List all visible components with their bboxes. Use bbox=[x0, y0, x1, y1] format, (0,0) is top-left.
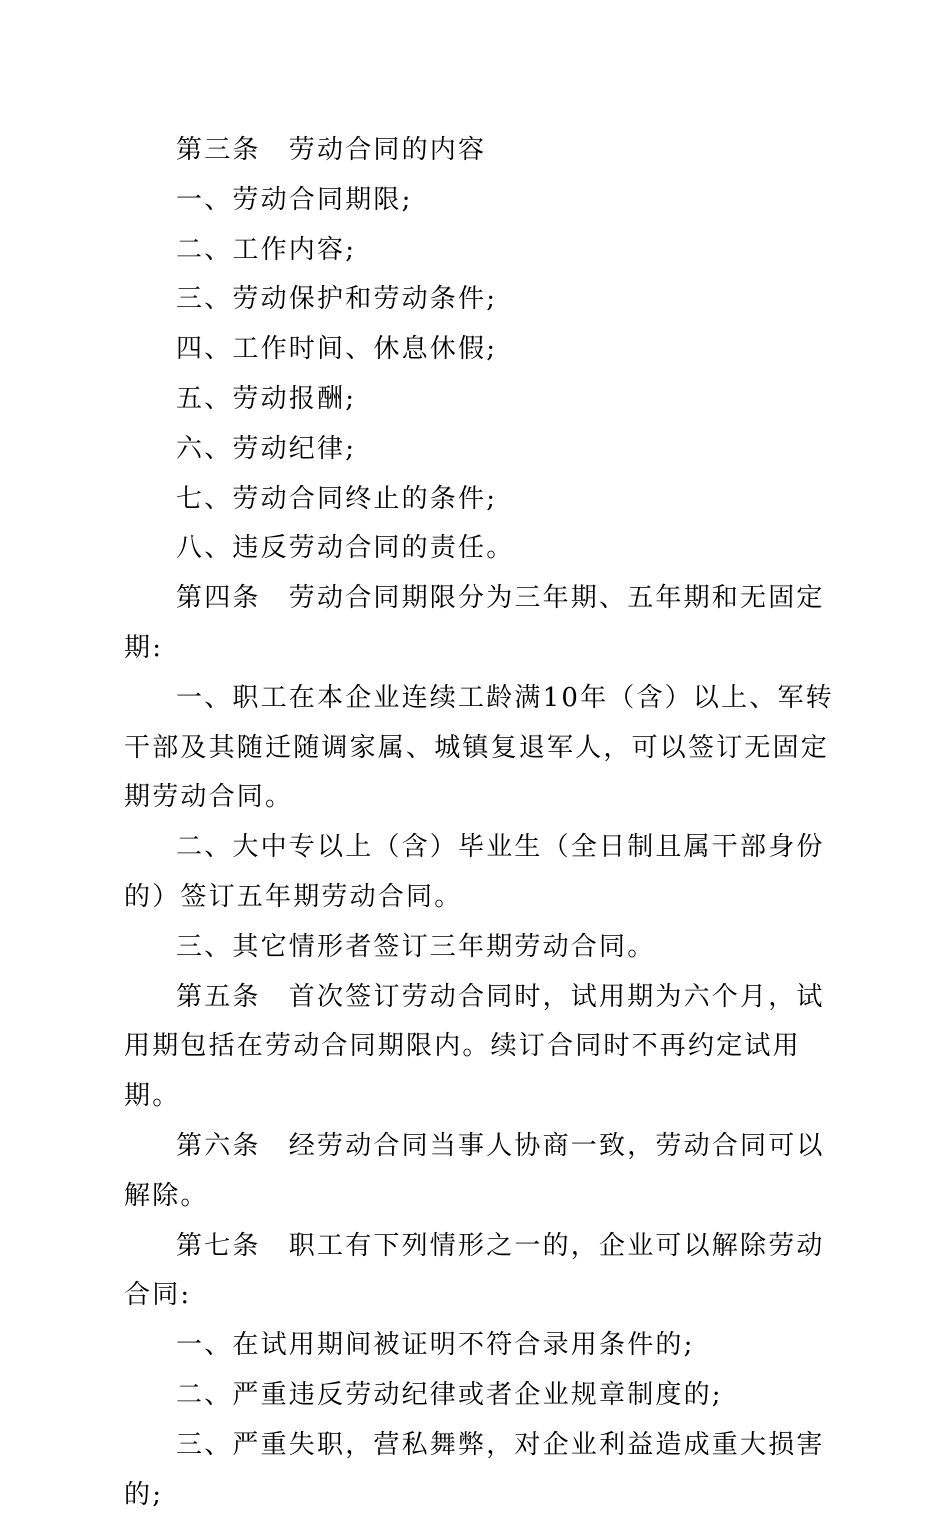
article-7-item-2: 二、严重违反劳动纪律或者企业规章制度的; bbox=[176, 1379, 723, 1410]
article-3-item-5: 五、劳动报酬; bbox=[176, 383, 357, 414]
article-7-heading: 第七条 职工有下列情形之一的，企业可以解除劳动合同: bbox=[124, 1230, 825, 1311]
article-3-item-8: 八、违反劳动合同的责任。 bbox=[176, 533, 515, 564]
article-4-heading: 第四条 劳动合同期限分为三年期、五年期和无固定期: bbox=[124, 583, 825, 663]
article-4-item-3: 三、其它情形者签订三年期劳动合同。 bbox=[176, 931, 656, 962]
article-3-item-7: 七、劳动合同终止的条件; bbox=[176, 483, 498, 514]
article-6: 第六条 经劳动合同当事人协商一致，劳动合同可以解除。 bbox=[124, 1130, 825, 1211]
article-3-item-4: 四、工作时间、休息休假; bbox=[176, 334, 498, 365]
article-4-item-2: 二、大中专以上（含）毕业生（全日制且属干部身份的）签订五年期劳动合同。 bbox=[124, 832, 825, 912]
article-3-item-1: 一、劳动合同期限; bbox=[176, 184, 413, 215]
article-3-item-3: 三、劳动保护和劳动条件; bbox=[176, 284, 498, 315]
article-4-item-1: 一、职工在本企业连续工龄满10年（含）以上、军转干部及其随迁随调家属、城镇复退军人，可以签订无固定期劳动合同。 bbox=[124, 682, 834, 813]
article-7-item-3: 三、严重失职，营私舞弊，对企业利益造成重大损害的; bbox=[124, 1429, 825, 1510]
document-body bbox=[124, 126, 850, 1520]
article-7-item-1: 一、在试用期间被证明不符合录用条件的; bbox=[176, 1330, 695, 1361]
article-5: 第五条 首次签订劳动合同时，试用期为六个月，试用期包括在劳动合同期限内。续订合同时不再约定试用期。 bbox=[124, 981, 825, 1112]
article-3-item-2: 二、工作内容; bbox=[176, 234, 357, 265]
article-3-item-6: 六、劳动纪律; bbox=[176, 433, 357, 464]
article-3-heading: 第三条 劳动合同的内容 bbox=[176, 135, 487, 165]
